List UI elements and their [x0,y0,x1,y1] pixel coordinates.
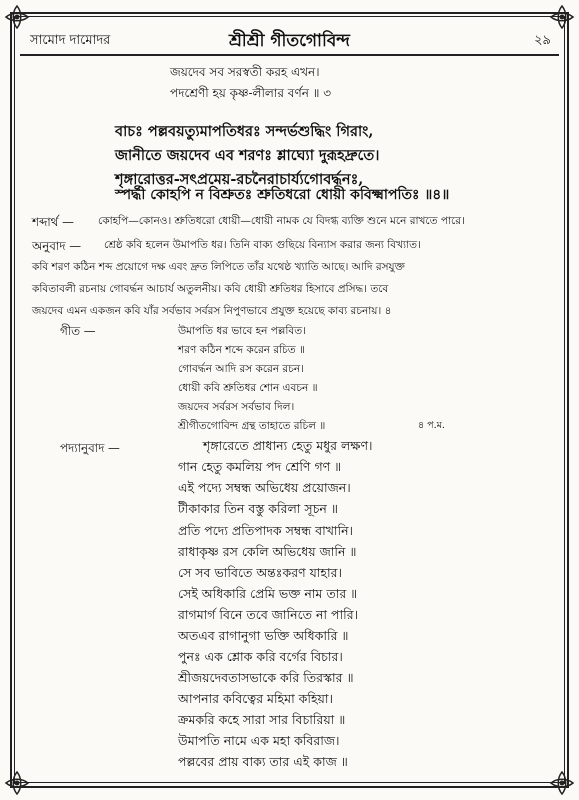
poem-line: আপনার কবিত্বের মহিমা কহিয়া। [178,691,334,706]
gita-line: উমাপতি ধর ভাবে হন পল্লবিত। [178,325,306,337]
poem-line: সে সব ভাবিতে অন্তঃকরণ যাহার। [178,565,342,580]
sanskrit-verse-line: স্পর্দ্ধী কোহপি ন বিশ্রুতঃ শ্রুতিধরো ধোয়ী কবিক্ষ্মাপতিঃ ॥৪॥ [115,187,450,203]
frame-right-border-inner [564,16,565,784]
poem-line: পুনঃ এক শ্লোক করি বর্গের বিচার। [178,649,343,664]
sanskrit-verse-line: জানীতে জয়দেব এব শরণঃ শ্লাঘ্যো দুরূহদ্রুতে। [115,147,380,164]
gita-line: ধোয়ী কবি শ্রুতিধর শোন এবচন ॥ [178,382,318,394]
poem-line: এই পদ্যে সম্বন্ধ অভিধেয় প্রয়োজন। [178,480,351,495]
poem-line: ক্রমকরি কহে সারা সার বিচারিয়া ॥ [178,712,346,727]
gita-line: গোবর্দ্ধন আদি রস করেন রচন। [178,363,304,375]
translation-label: অনুবাদ — [32,239,81,253]
corner-ornament-icon [549,4,575,30]
translation-line: জয়দেব এমন একজন কবি যাঁর সর্বভাব সর্বরস নিপুণভাবে প্রযুক্ত হয়েছে কাব্য রচনায়। ৪ [32,305,392,317]
sanskrit-verse-line: বাচঃ পল্লবয়ত্যুমাপতিধরঃ সন্দর্ভশুদ্ধিং গিরাং, [115,123,374,140]
gita-verse-note: ৪ প.ম. [418,420,445,431]
translation-line: কবিতাবলী রচনায় গোবর্দ্ধন আচার্য অতুলনীয়। কবি ধোয়ী শ্রুতিধর হিসাবে প্রসিদ্ধ। তবে [32,283,389,295]
frame-bottom-border [10,786,569,788]
page-title: শ্রীশ্রী গীতগোবিন্দ [229,31,350,51]
poem-line: সেই অধিকারি প্রেমি ভক্ত নাম তার ॥ [178,586,358,601]
word-meaning-label: শব্দার্থ — [32,215,74,229]
poem-line: শৃঙ্গারেতে প্রাধান্য হেতু মধুর লক্ষণ। [203,438,373,453]
translation-line: শ্রেষ্ঠ কবি হলেন উমাপতি ধর। তিনি বাক্য গুছিয়ে বিন্যাস করার জন্য বিখ্যাত। [104,239,421,251]
header-left-text: সামোদ দামোদর [30,33,111,48]
gita-line: শরণ কঠিন শব্দে করেন রচিত ॥ [178,344,305,356]
word-meaning-text: কোহপি—কোনও। শ্রুতিধরো ধোয়ী—ধোয়ী নামক যে বিদগ্ধ ব্যক্তি শুনে মনে রাখতে পারে। [98,215,465,227]
poem-line: প্রতি পদ্যে প্রতিপাদক সম্বন্ধ বাখানি। [178,523,354,538]
page-number: ২৯ [534,33,551,48]
frame-bottom-border-inner [14,782,565,783]
gita-line: জয়দেব সর্বরস সর্বভাব দিল। [178,401,295,413]
sanskrit-verse-line: শৃঙ্গারোত্তর-সৎপ্রমেয়-রচনৈরাচার্য্যগোবর্দ্ধনঃ, [115,171,364,188]
poem-line: অতএব রাগানুগা ভক্তি অধিকারি ॥ [178,628,349,643]
header-rule [20,54,559,56]
frame-right-border [567,12,569,788]
poem-line: পল্লবের প্রায় বাক্য তার এই কাজ ॥ [178,754,348,769]
gita-label: গীত — [60,324,96,338]
corner-ornament-icon [4,770,30,796]
gita-line: শ্রীগীতগোবিন্দ গ্রন্থ তাহাতে রচিল ॥ [178,420,326,432]
poem-line: রাগমার্গ বিনে তবে জানিতে না পারি। [178,607,359,622]
corner-ornament-icon [549,770,575,796]
poem-line: টীকাকার তিন বস্তু করিলা সূচন ॥ [178,501,338,516]
frame-top-border [10,12,569,14]
frame-top-border-inner [14,16,565,17]
poem-line: শ্রীজয়দেবতাসভাকে করি তিরস্কার ॥ [178,670,354,685]
poem-line: গান হেতু কমলিয় পদ শ্রেণি গণ ॥ [178,459,342,474]
poem-line: রাধাকৃষ্ণ রস কেলি অভিধেয় জানি ॥ [178,544,357,559]
top-verse-line: পদশ্রেণী হয় কৃষ্ণ-লীলার বর্ণন ॥ ৩ [170,86,332,100]
page-header [20,28,559,54]
translation-line: কবি শরণ কঠিন শব্দ প্রয়োগে দক্ষ এবং দ্রুত লিপিতে তাঁর যথেষ্ঠ খ্যাতি আছে। আদি রসযুক্ত [32,261,405,273]
top-verse-line: জয়দেব সব সরস্বতী করহ এখন। [170,65,320,79]
poem-line: উমাপতি নামে এক মহা কবিরাজ। [178,733,340,748]
poetic-translation-label: পদ্যানুবাদ — [60,441,120,455]
corner-ornament-icon [4,4,30,30]
frame-left-border-inner [14,16,15,784]
frame-left-border [10,12,12,788]
